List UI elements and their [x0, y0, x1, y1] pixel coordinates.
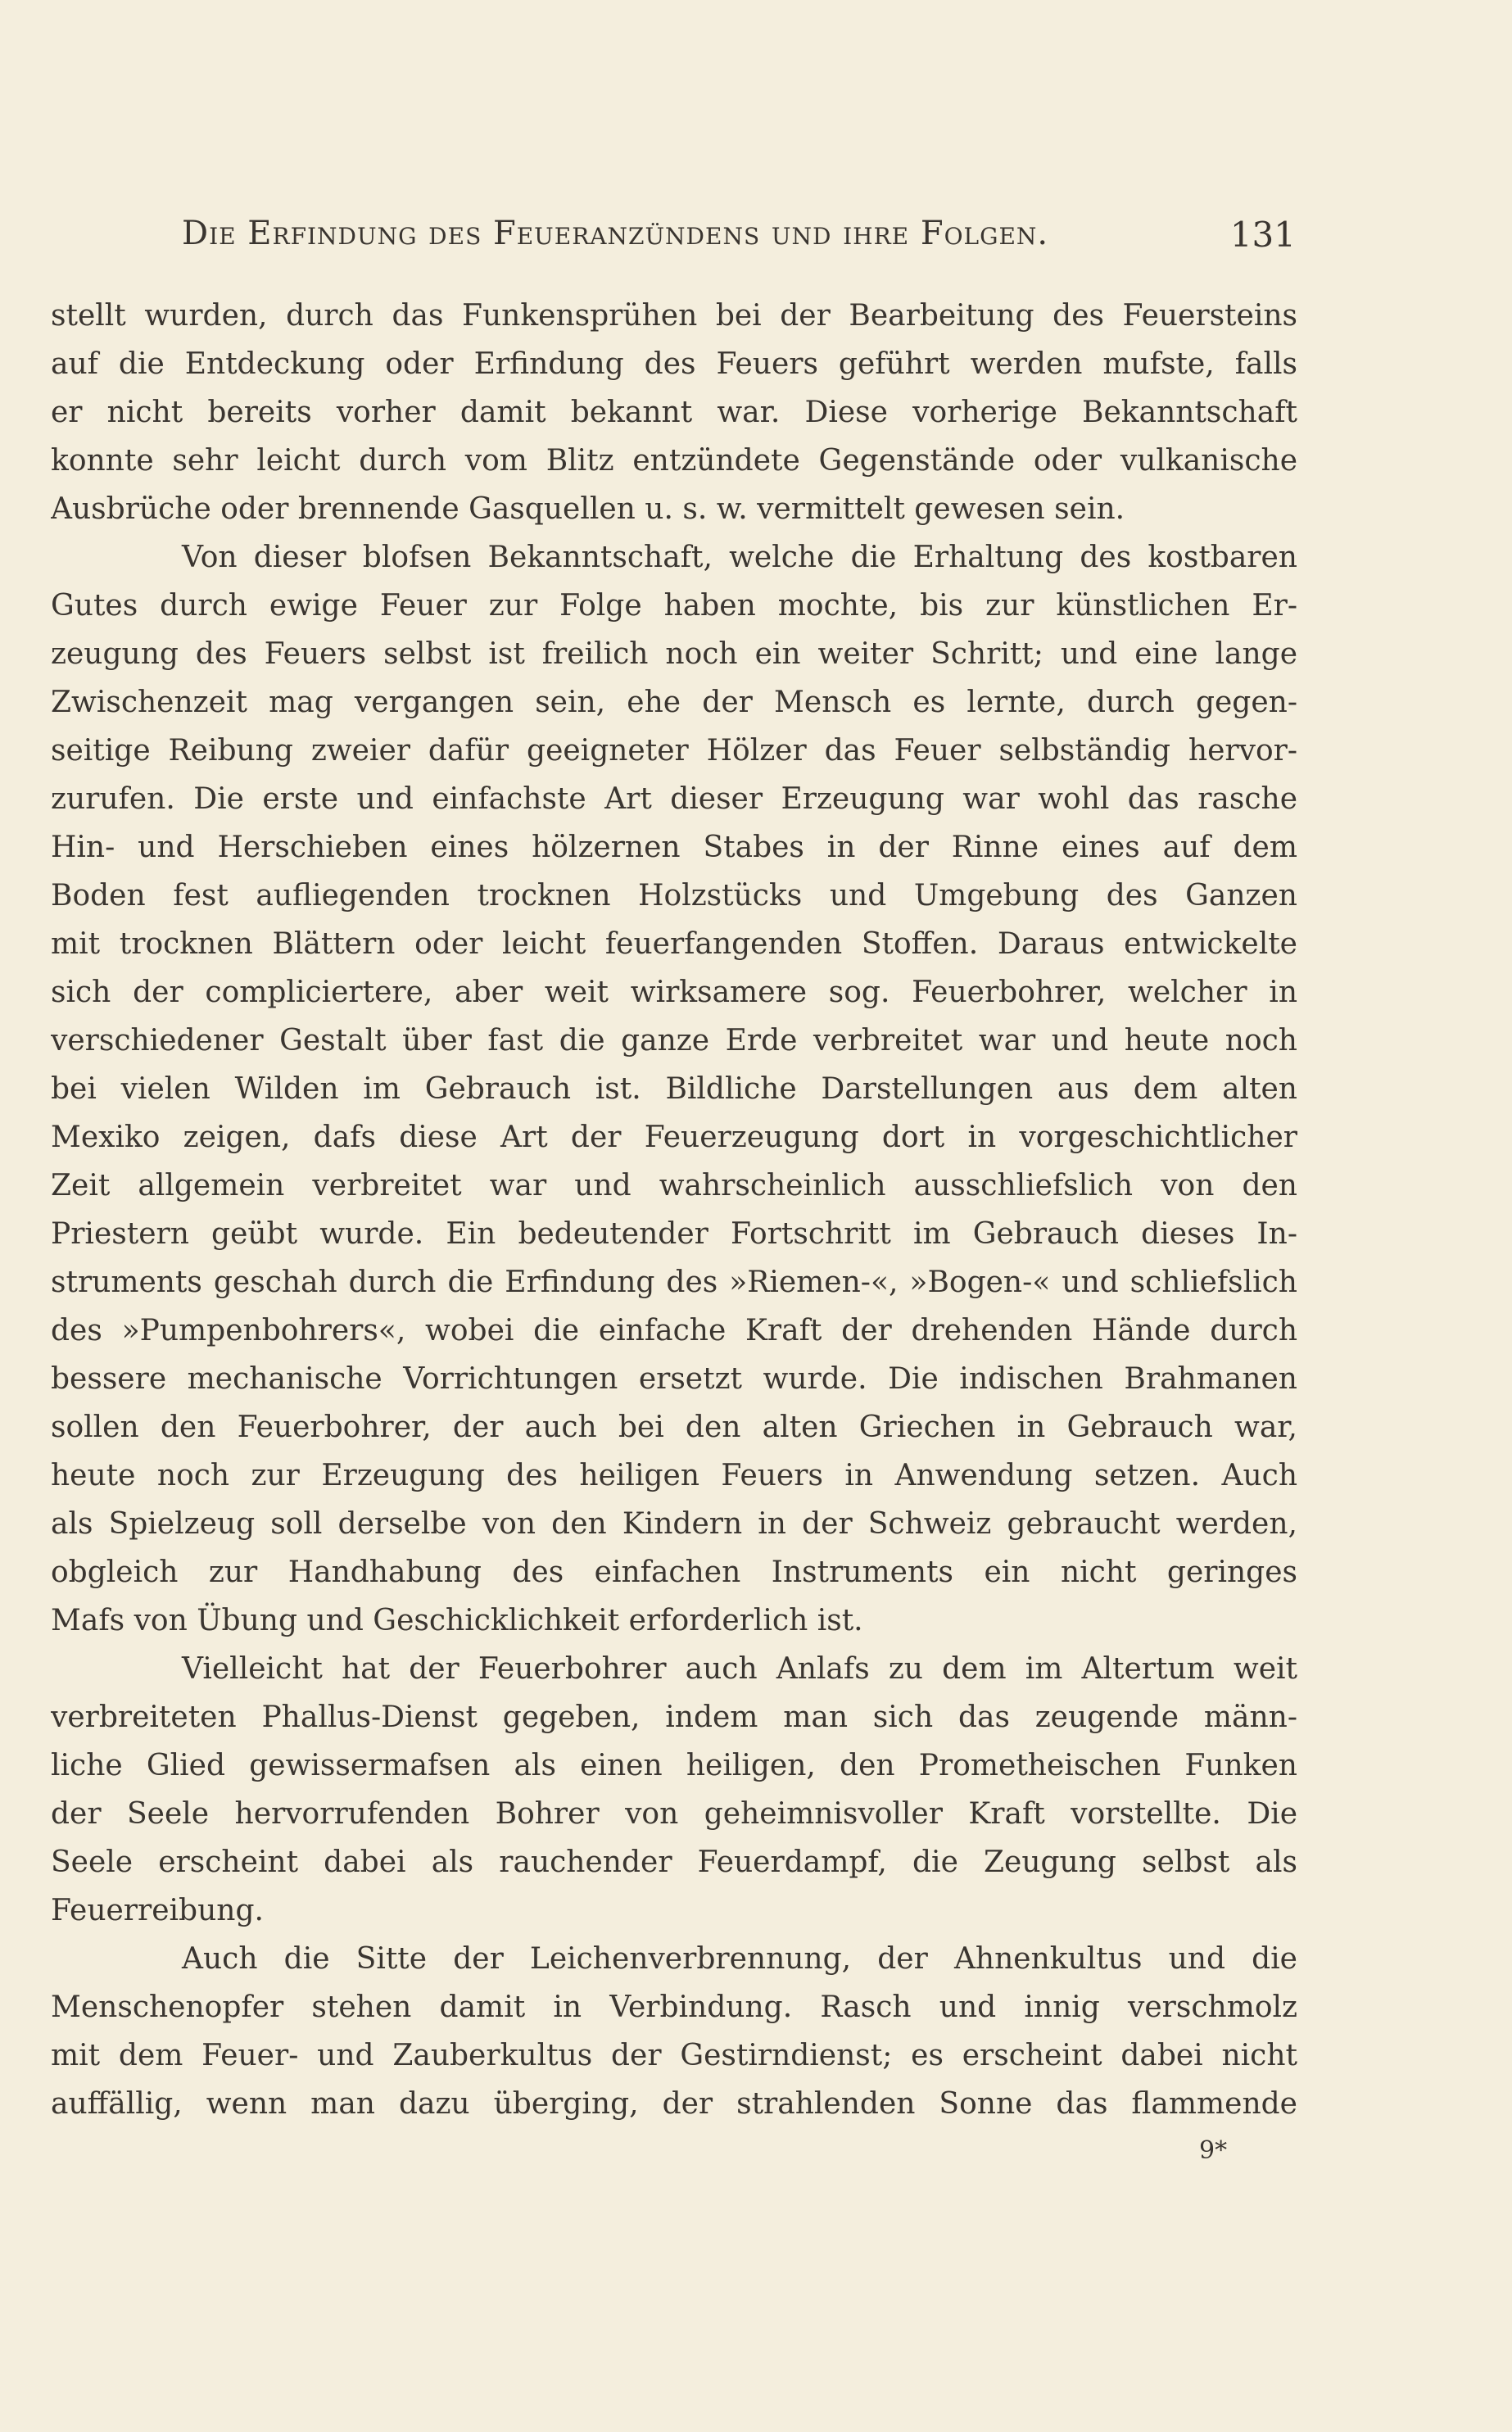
page-number: 131 — [1229, 215, 1296, 255]
text-line: zeugung des Feuers selbst ist freilich noch ein weiter Schritt; und eine lange — [51, 637, 1297, 671]
text-line: struments geschah durch die Erfindung des »Riemen-«, »Bogen-« und schliefslich — [51, 1266, 1297, 1299]
text-line: stellt wurden, durch das Funkensprühen bei der Bearbeitung des Feuersteins — [51, 299, 1297, 333]
text-line: liche Glied gewissermafsen als einen heiligen, den Prometheischen Funken — [51, 1749, 1297, 1782]
text-line: auf die Entdeckung oder Erfindung des Feuers geführt werden mufste, falls — [51, 347, 1297, 381]
page-header — [182, 215, 1296, 264]
text-line: Seele erscheint dabei als rauchender Feuerdampf, die Zeugung selbst als — [51, 1846, 1297, 1879]
text-line: Priestern geübt wurde. Ein bedeutender Fortschritt im Gebrauch dieses In- — [51, 1217, 1297, 1251]
text-line: der Seele hervorrufenden Bohrer von geheimnisvoller Kraft vorstellte. Die — [51, 1797, 1297, 1831]
text-line: er nicht bereits vorher damit bekannt war. Diese vorherige Bekanntschaft — [51, 396, 1297, 429]
text-line: Ausbrüche oder brennende Gasquellen u. s. w. vermittelt gewesen sein. — [51, 492, 1125, 526]
running-title: Die Erfindung des Feueranzündens und ihre Folgen. — [182, 215, 1049, 252]
body-text — [51, 292, 1297, 2128]
text-line: Vielleicht hat der Feuerbohrer auch Anlafs zu dem im Altertum weit — [182, 1652, 1297, 1686]
signature-mark: 9* — [1199, 2136, 1228, 2165]
text-line: Hin- und Herschieben eines hölzernen Stabes in der Rinne eines auf dem — [51, 831, 1297, 864]
text-line: bei vielen Wilden im Gebrauch ist. Bildliche Darstellungen aus dem alten — [51, 1072, 1297, 1106]
text-line: Auch die Sitte der Leichenverbrennung, der Ahnenkultus und die — [182, 1942, 1297, 1976]
text-line: heute noch zur Erzeugung des heiligen Feuers in Anwendung setzen. Auch — [51, 1459, 1297, 1492]
text-line: zurufen. Die erste und einfachste Art dieser Erzeugung war wohl das rasche — [51, 782, 1297, 816]
text-line: mit trocknen Blättern oder leicht feuerfangenden Stoffen. Daraus entwickelte — [51, 927, 1297, 961]
text-line: Mafs von Übung und Geschicklichkeit erforderlich ist. — [51, 1604, 863, 1637]
text-line: sollen den Feuerbohrer, der auch bei den alten Griechen in Gebrauch war, — [51, 1411, 1297, 1444]
text-line: Feuerreibung. — [51, 1894, 264, 1927]
text-line: verschiedener Gestalt über fast die ganze Erde verbreitet war und heute noch — [51, 1024, 1297, 1057]
text-line: seitige Reibung zweier dafür geeigneter Hölzer das Feuer selbständig hervor- — [51, 734, 1297, 768]
text-line: obgleich zur Handhabung des einfachen Instruments ein nicht geringes — [51, 1556, 1297, 1589]
text-line: mit dem Feuer- und Zauberkultus der Gestirndienst; es erscheint dabei nicht — [51, 2039, 1297, 2072]
text-line: Mexiko zeigen, dafs diese Art der Feuerzeugung dort in vorgeschichtlicher — [51, 1121, 1297, 1154]
text-line: Menschenopfer stehen damit in Verbindung. Rasch und innig verschmolz — [51, 1990, 1297, 2024]
text-line: bessere mechanische Vorrichtungen ersetzt wurde. Die indischen Brahmanen — [51, 1362, 1297, 1396]
text-line: konnte sehr leicht durch vom Blitz entzündete Gegenstände oder vulkanische — [51, 444, 1297, 478]
text-line: Gutes durch ewige Feuer zur Folge haben mochte, bis zur künstlichen Er- — [51, 589, 1297, 623]
text-line: Von dieser blofsen Bekanntschaft, welche die Erhaltung des kostbaren — [182, 541, 1297, 574]
text-line: sich der compliciertere, aber weit wirksamere sog. Feuerbohrer, welcher in — [51, 976, 1297, 1009]
text-line: auffällig, wenn man dazu überging, der strahlenden Sonne das flammende — [51, 2087, 1297, 2121]
text-line: verbreiteten Phallus-Dienst gegeben, indem man sich das zeugende männ- — [51, 1701, 1297, 1734]
text-line: Zwischenzeit mag vergangen sein, ehe der Mensch es lernte, durch gegen- — [51, 686, 1297, 719]
text-line: Boden fest aufliegenden trocknen Holzstücks und Umgebung des Ganzen — [51, 879, 1297, 913]
text-line: des »Pumpenbohrers«, wobei die einfache Kraft der drehenden Hände durch — [51, 1314, 1297, 1347]
text-line: als Spielzeug soll derselbe von den Kindern in der Schweiz gebraucht werden, — [51, 1507, 1297, 1541]
text-line: Zeit allgemein verbreitet war und wahrscheinlich ausschliefslich von den — [51, 1169, 1297, 1202]
